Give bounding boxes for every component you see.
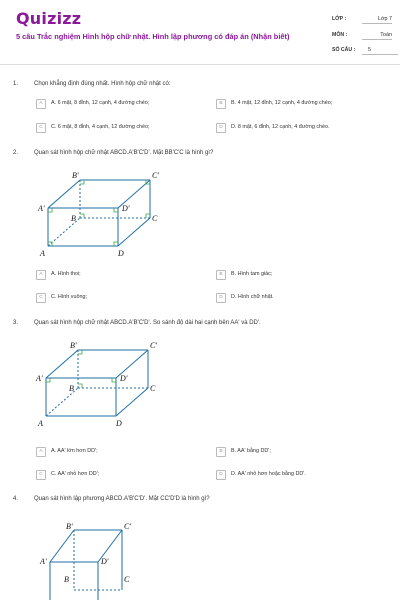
question-1-text: Chọn khẳng định đúng nhất. Hình hộp chữ nhật có:: [34, 81, 171, 87]
label-c-prime: C': [124, 522, 132, 531]
option-text: C. Hình vuông;: [51, 294, 87, 300]
question-1-number: 1.: [13, 81, 19, 87]
question-4-text: Quan sát hình lập phương ABCD.A'B'C'D'. Mặt CC'D'D là hình gì?: [34, 496, 210, 502]
question-3-number: 3.: [13, 320, 19, 326]
question-2-box-figure: [34, 168, 164, 260]
option-text: D. AA' nhỏ hơn hoặc bằng DD'.: [231, 471, 306, 477]
label-c-prime: C': [150, 341, 158, 350]
question-4-cube-figure: [36, 520, 136, 600]
option-letter-box: A: [36, 447, 46, 457]
document-title: 5 câu Trắc nghiệm Hình hộp chữ nhật. Hình lập phương có đáp án (Nhận biết): [16, 32, 290, 41]
meta-value-subject: Toán: [362, 32, 392, 40]
header-divider: [0, 64, 400, 65]
option-text: B. Hình tam giác;: [231, 271, 273, 277]
option-letter-box: B: [216, 270, 226, 280]
label-b: B: [71, 214, 76, 223]
option-text: C. 6 mặt, 8 đỉnh, 4 cạnh, 12 đường chéo;: [51, 124, 150, 130]
label-c: C: [150, 384, 156, 393]
label-a: A: [38, 419, 43, 428]
label-a-prime: A': [40, 557, 47, 566]
label-d-prime: D': [101, 557, 109, 566]
label-c: C: [152, 214, 158, 223]
meta-value-count: 5: [362, 47, 398, 55]
label-d-prime: D': [122, 204, 130, 213]
meta-label-grade: LỚP :: [332, 16, 347, 22]
option-text: A. 6 mặt, 8 đỉnh, 12 cạnh, 4 đường chéo;: [51, 100, 150, 106]
option-text: B. AA' bằng DD';: [231, 448, 271, 454]
question-2-number: 2.: [13, 150, 19, 156]
option-letter-box: A: [36, 99, 46, 109]
label-b-prime: B': [66, 522, 73, 531]
question-4-number: 4.: [13, 496, 19, 502]
option-letter-box: D: [216, 293, 226, 303]
label-a: A: [40, 249, 45, 258]
option-letter-box: C: [36, 293, 46, 303]
meta-label-subject: MÔN :: [332, 32, 348, 38]
option-text: B. 4 mặt, 12 đỉnh, 12 cạnh, 4 đường chéo;: [231, 100, 333, 106]
option-letter-box: A: [36, 270, 46, 280]
option-text: A. Hình thoi;: [51, 271, 81, 277]
option-letter-box: D: [216, 123, 226, 133]
question-3-text: Quan sát hình hộp chữ nhật ABCD.A'B'C'D'. So sánh độ dài hai cạnh bên AA' và DD'.: [34, 320, 261, 326]
question-2-text: Quan sát hình hộp chữ nhật ABCD.A'B'C'D'. Mặt BB'C'C là hình gì?: [34, 150, 214, 156]
label-b-prime: B': [70, 341, 77, 350]
label-a-prime: A': [38, 204, 45, 213]
header: [0, 0, 400, 62]
label-d: D: [118, 249, 124, 258]
option-letter-box: B: [216, 447, 226, 457]
label-c: C: [124, 575, 130, 584]
label-c-prime: C': [152, 171, 160, 180]
question-3-box-figure: [32, 338, 162, 430]
label-d: D: [116, 419, 122, 428]
option-letter-box: D: [216, 470, 226, 480]
label-b-prime: B': [72, 171, 79, 180]
meta-value-grade: Lớp 7: [362, 16, 392, 24]
option-letter-box: B: [216, 99, 226, 109]
label-b: B: [64, 575, 69, 584]
option-letter-box: C: [36, 470, 46, 480]
option-text: C. AA' nhỏ hơn DD';: [51, 471, 100, 477]
meta-label-count: SỐ CÂU :: [332, 47, 356, 53]
label-d-prime: D': [120, 374, 128, 383]
label-a-prime: A': [36, 374, 43, 383]
option-text: D. 8 mặt, 6 đỉnh, 12 cạnh, 4 đường chéo.: [231, 124, 330, 130]
option-letter-box: C: [36, 123, 46, 133]
label-b: B: [69, 384, 74, 393]
option-text: D. Hình chữ nhật.: [231, 294, 274, 300]
option-text: A. AA' lớn hơn DD';: [51, 448, 98, 454]
quizizz-logo[interactable]: Quizizz: [16, 9, 82, 28]
